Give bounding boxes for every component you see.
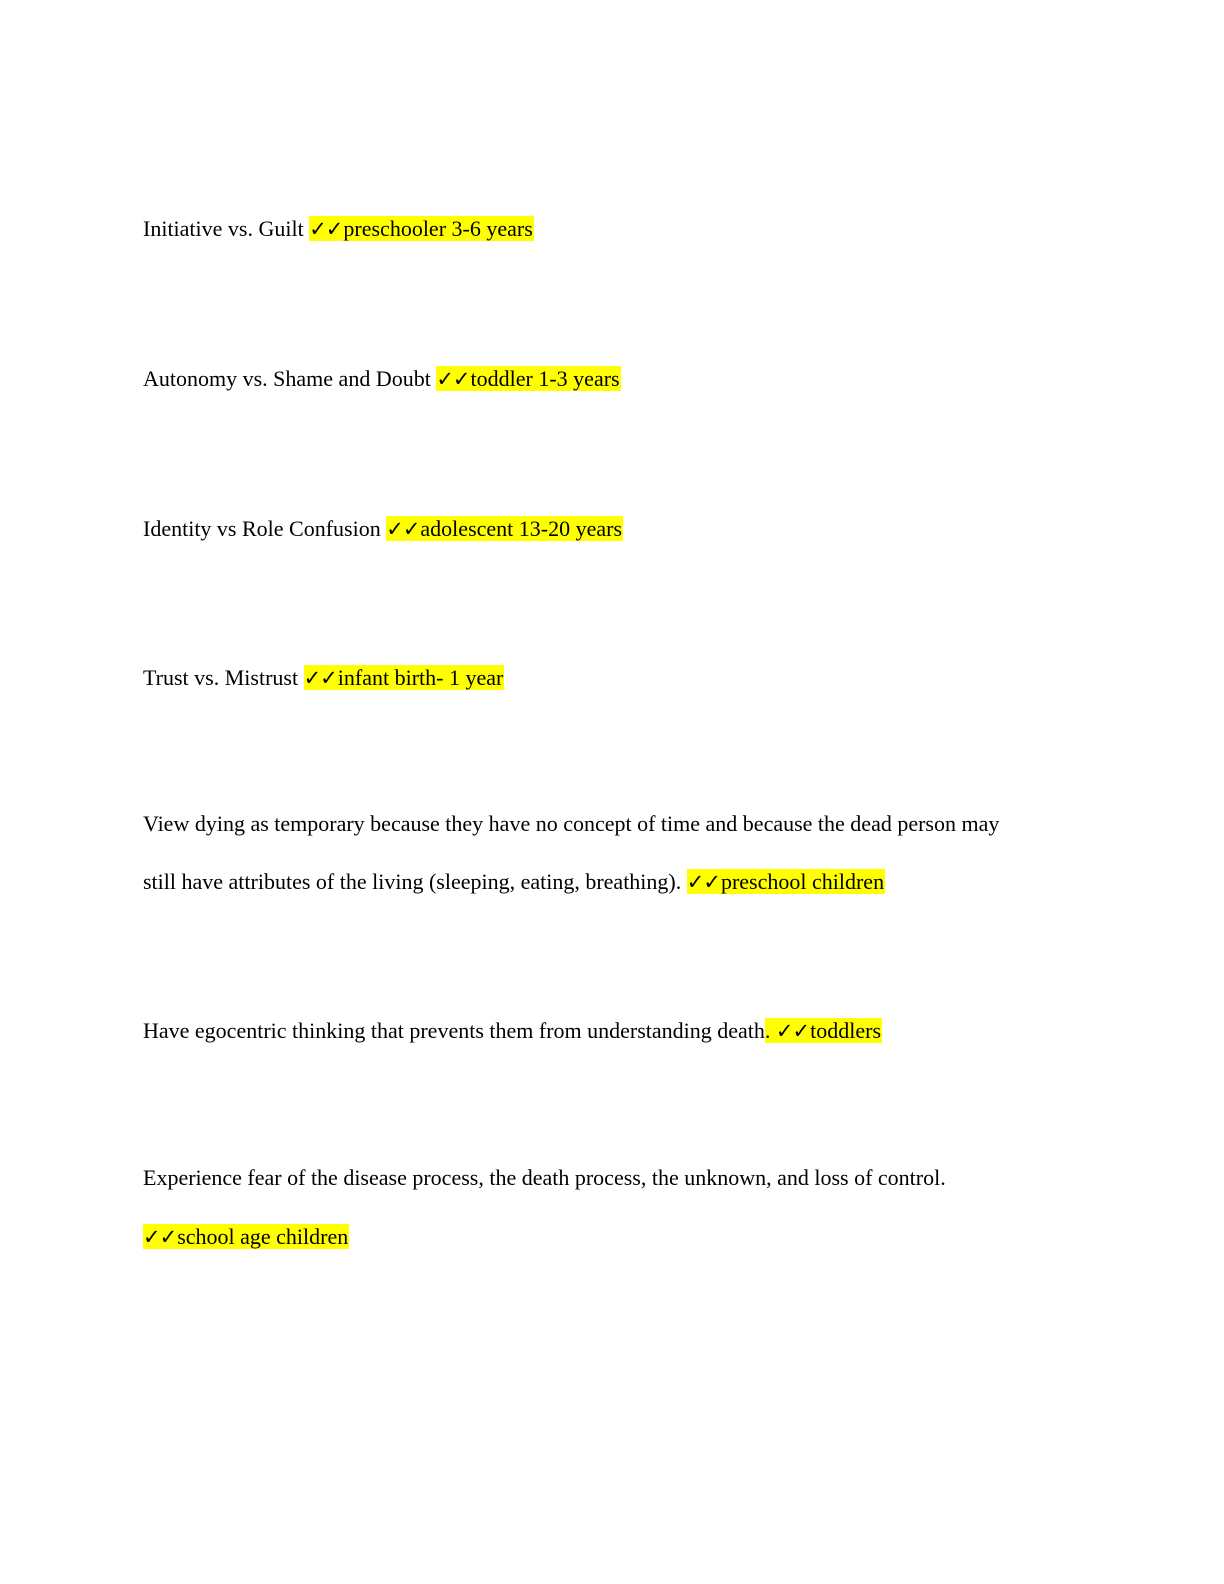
question-view-dying-line1 [143, 808, 999, 840]
question-text: View dying as temporary because they have no concept of time and because the dead person may [143, 811, 1000, 836]
question-egocentric-thinking [143, 1015, 882, 1047]
answer-text: preschooler 3-6 years [343, 216, 533, 241]
double-check-icon: ✓✓ [303, 666, 337, 690]
answer-text: school age children [177, 1224, 349, 1249]
answer-highlight [386, 516, 623, 541]
answer-highlight [143, 1224, 349, 1249]
question-text: Trust vs. Mistrust [143, 665, 304, 690]
question-autonomy-vs-shame [143, 363, 621, 395]
answer-text: toddler 1-3 years [470, 366, 620, 391]
double-check-icon: ✓✓ [309, 217, 343, 241]
question-identity-vs-role-confusion [143, 513, 623, 545]
double-check-icon: ✓✓ [143, 1225, 177, 1249]
highlight-prefix: . [764, 1018, 776, 1043]
answer-highlight [309, 216, 534, 241]
answer-text: adolescent 13-20 years [420, 516, 623, 541]
answer-highlight [765, 1018, 882, 1043]
question-experience-fear-line2 [143, 1221, 349, 1253]
answer-text: toddlers [810, 1018, 882, 1043]
answer-text: infant birth- 1 year [337, 665, 504, 690]
question-text: still have attributes of the living (sleeping, eating, breathing). [143, 869, 687, 894]
question-text: Identity vs Role Confusion [143, 516, 387, 541]
answer-highlight [687, 869, 885, 894]
question-initiative-vs-guilt [143, 213, 534, 245]
question-text: Experience fear of the disease process, the death process, the unknown, and loss of control. [143, 1165, 946, 1190]
double-check-icon: ✓✓ [686, 870, 720, 894]
answer-highlight [436, 366, 620, 391]
question-experience-fear-line1 [143, 1162, 946, 1194]
question-view-dying-line2 [143, 866, 885, 898]
question-text: Autonomy vs. Shame and Doubt [143, 366, 437, 391]
double-check-icon: ✓✓ [775, 1019, 810, 1043]
answer-text: preschool children [720, 869, 885, 894]
answer-highlight [304, 665, 505, 690]
question-trust-vs-mistrust [143, 662, 504, 694]
double-check-icon: ✓✓ [436, 367, 470, 391]
double-check-icon: ✓✓ [386, 517, 420, 541]
question-text: Have egocentric thinking that prevents them from understanding death [143, 1018, 765, 1043]
question-text: Initiative vs. Guilt [143, 216, 310, 241]
